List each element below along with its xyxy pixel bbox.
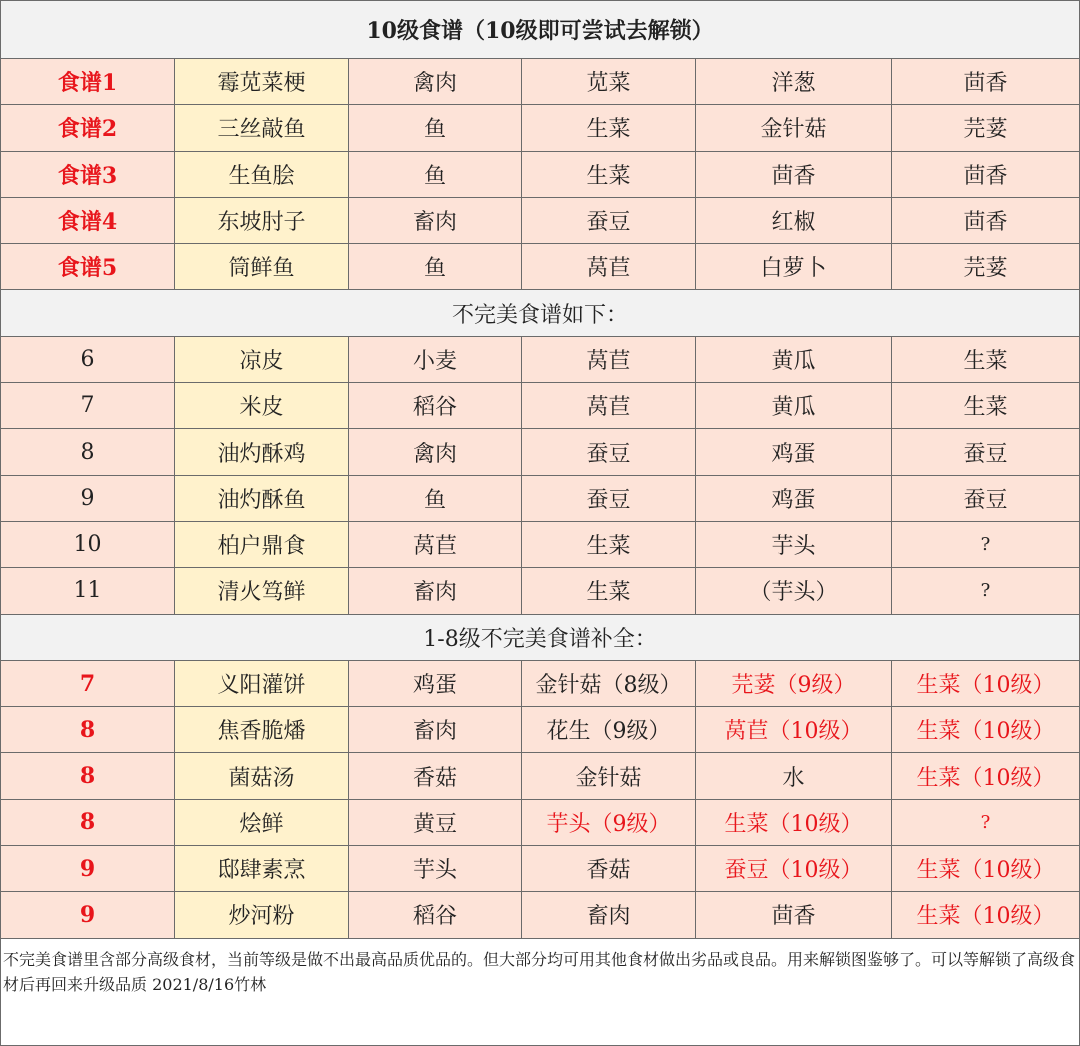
ingredient-cell: 畜肉 (349, 568, 522, 614)
ingredient-cell: 莴苣 (349, 522, 522, 568)
recipe-id: 9 (1, 846, 175, 892)
table-row (1, 244, 1080, 290)
ingredient-cell: 生菜 (522, 152, 696, 198)
ingredient-cell: 蚕豆 (522, 476, 696, 522)
ingredient-cell: 黄豆 (349, 800, 522, 846)
ingredient-cell: 鸡蛋 (696, 429, 892, 475)
ingredient-cell: 鱼 (349, 105, 522, 151)
ingredient-cell: 黄瓜 (696, 337, 892, 383)
section-header-row (1, 615, 1080, 661)
ingredient-cell: 芋头 (349, 846, 522, 892)
ingredient-cell: 生菜 (892, 383, 1080, 429)
ingredient-cell: 洋葱 (696, 59, 892, 105)
section-header-row (1, 290, 1080, 336)
recipe-name: 三丝敲鱼 (175, 105, 349, 151)
ingredient-cell: 莴苣 (522, 383, 696, 429)
ingredient-cell: 稻谷 (349, 892, 522, 938)
recipe-id: 食谱4 (1, 198, 175, 244)
table-row (1, 661, 1080, 707)
ingredient-cell: 生菜 (892, 337, 1080, 383)
ingredient-cell: 花生（9级） (522, 707, 696, 753)
recipe-name: 义阳灌饼 (175, 661, 349, 707)
ingredient-cell: 金针菇（8级） (522, 661, 696, 707)
recipe-id: 食谱2 (1, 105, 175, 151)
ingredient-cell: 鸡蛋 (349, 661, 522, 707)
footer-note: 不完美食谱里含部分高级食材，当前等级是做不出最高品质优品的。但大部分均可用其他食材做出劣品或良品。用来解锁图鉴够了。可以等解锁了高级食材后再回来升级品质 2021/8/16竹林 (1, 939, 1080, 1046)
recipe-id: 9 (1, 892, 175, 938)
recipe-name: 菌菇汤 (175, 753, 349, 799)
ingredient-cell: 生菜 (522, 522, 696, 568)
table-row (1, 105, 1080, 151)
ingredient-cell: 鱼 (349, 152, 522, 198)
table-row (1, 800, 1080, 846)
recipe-id: 食谱5 (1, 244, 175, 290)
ingredient-cell: ? (892, 800, 1080, 846)
table-row (1, 707, 1080, 753)
ingredient-cell: （芋头） (696, 568, 892, 614)
supplement-recipes (1, 661, 1080, 939)
section-title-imperfect: 不完美食谱如下： (1, 290, 1080, 336)
ingredient-cell: 白萝卜 (696, 244, 892, 290)
ingredient-cell: 水 (696, 753, 892, 799)
ingredient-cell: 芫荽 (892, 244, 1080, 290)
table-row (1, 892, 1080, 938)
imperfect-recipes (1, 337, 1080, 615)
ingredient-cell: 蚕豆 (892, 429, 1080, 475)
recipe-id: 8 (1, 800, 175, 846)
ingredient-cell: 黄瓜 (696, 383, 892, 429)
ingredient-cell: 香菇 (522, 846, 696, 892)
table-row (1, 152, 1080, 198)
recipe-name: 生鱼脍 (175, 152, 349, 198)
table-row (1, 337, 1080, 383)
table-row (1, 59, 1080, 105)
recipe-id: 7 (1, 661, 175, 707)
recipe-name: 东坡肘子 (175, 198, 349, 244)
table-row (1, 198, 1080, 244)
ingredient-cell: 鸡蛋 (696, 476, 892, 522)
ingredient-cell: 小麦 (349, 337, 522, 383)
table-row (1, 429, 1080, 475)
table-row (1, 846, 1080, 892)
ingredient-cell: 蚕豆 (522, 429, 696, 475)
table-row (1, 753, 1080, 799)
recipe-name: 邸肆素烹 (175, 846, 349, 892)
ingredient-cell: 生菜 (522, 568, 696, 614)
ingredient-cell: ? (892, 568, 1080, 614)
table-title: 10级食谱（10级即可尝试去解锁） (1, 1, 1080, 59)
ingredient-cell: 生菜（10级） (696, 800, 892, 846)
ingredient-cell: 莴苣 (522, 337, 696, 383)
ingredient-cell: 生菜 (522, 105, 696, 151)
ingredient-cell: 芋头（9级） (522, 800, 696, 846)
recipe-id: 8 (1, 429, 175, 475)
ingredient-cell: 生菜（10级） (892, 707, 1080, 753)
recipe-id: 食谱1 (1, 59, 175, 105)
ingredient-cell: 生菜（10级） (892, 846, 1080, 892)
ingredient-cell: 茴香 (892, 152, 1080, 198)
ingredient-cell: 鱼 (349, 476, 522, 522)
recipe-id: 10 (1, 522, 175, 568)
ingredient-cell: 芫荽 (892, 105, 1080, 151)
ingredient-cell: 蚕豆 (522, 198, 696, 244)
ingredient-cell: 禽肉 (349, 59, 522, 105)
recipe-name: 凉皮 (175, 337, 349, 383)
table-row (1, 522, 1080, 568)
recipe-id: 11 (1, 568, 175, 614)
section-title-supplement: 1-8级不完美食谱补全： (1, 615, 1080, 661)
recipe-id: 食谱3 (1, 152, 175, 198)
note-row (1, 939, 1080, 1046)
ingredient-cell: 芫荽（9级） (696, 661, 892, 707)
recipe-id: 9 (1, 476, 175, 522)
recipe-name: 炒河粉 (175, 892, 349, 938)
ingredient-cell: 红椒 (696, 198, 892, 244)
ingredient-cell: 鱼 (349, 244, 522, 290)
recipe-id: 8 (1, 753, 175, 799)
ingredient-cell: 畜肉 (349, 198, 522, 244)
recipe-name: 霉苋菜梗 (175, 59, 349, 105)
recipe-name: 清火笃鲜 (175, 568, 349, 614)
ingredient-cell: 畜肉 (349, 707, 522, 753)
ingredient-cell: 生菜（10级） (892, 661, 1080, 707)
recipe-name: 油灼酥鱼 (175, 476, 349, 522)
recipe-id: 7 (1, 383, 175, 429)
recipe-name: 筒鲜鱼 (175, 244, 349, 290)
ingredient-cell: 莴苣（10级） (696, 707, 892, 753)
ingredient-cell: 茴香 (696, 892, 892, 938)
ingredient-cell: 蚕豆（10级） (696, 846, 892, 892)
table-row (1, 383, 1080, 429)
ingredient-cell: 稻谷 (349, 383, 522, 429)
level10-recipes (1, 59, 1080, 290)
ingredient-cell: 金针菇 (522, 753, 696, 799)
ingredient-cell: 香菇 (349, 753, 522, 799)
ingredient-cell: 茴香 (892, 59, 1080, 105)
ingredient-cell: 金针菇 (696, 105, 892, 151)
ingredient-cell: 生菜（10级） (892, 753, 1080, 799)
ingredient-cell: 畜肉 (522, 892, 696, 938)
recipe-id: 6 (1, 337, 175, 383)
recipe-name: 烩鲜 (175, 800, 349, 846)
ingredient-cell: ? (892, 522, 1080, 568)
title-row (1, 1, 1080, 59)
ingredient-cell: 禽肉 (349, 429, 522, 475)
recipe-name: 焦香脆燔 (175, 707, 349, 753)
recipe-id: 8 (1, 707, 175, 753)
recipe-name: 柏户鼎食 (175, 522, 349, 568)
ingredient-cell: 莴苣 (522, 244, 696, 290)
table-row (1, 568, 1080, 614)
ingredient-cell: 茴香 (696, 152, 892, 198)
recipe-name: 米皮 (175, 383, 349, 429)
ingredient-cell: 芋头 (696, 522, 892, 568)
ingredient-cell: 蚕豆 (892, 476, 1080, 522)
ingredient-cell: 茴香 (892, 198, 1080, 244)
ingredient-cell: 苋菜 (522, 59, 696, 105)
ingredient-cell: 生菜（10级） (892, 892, 1080, 938)
recipe-name: 油灼酥鸡 (175, 429, 349, 475)
table-row (1, 476, 1080, 522)
